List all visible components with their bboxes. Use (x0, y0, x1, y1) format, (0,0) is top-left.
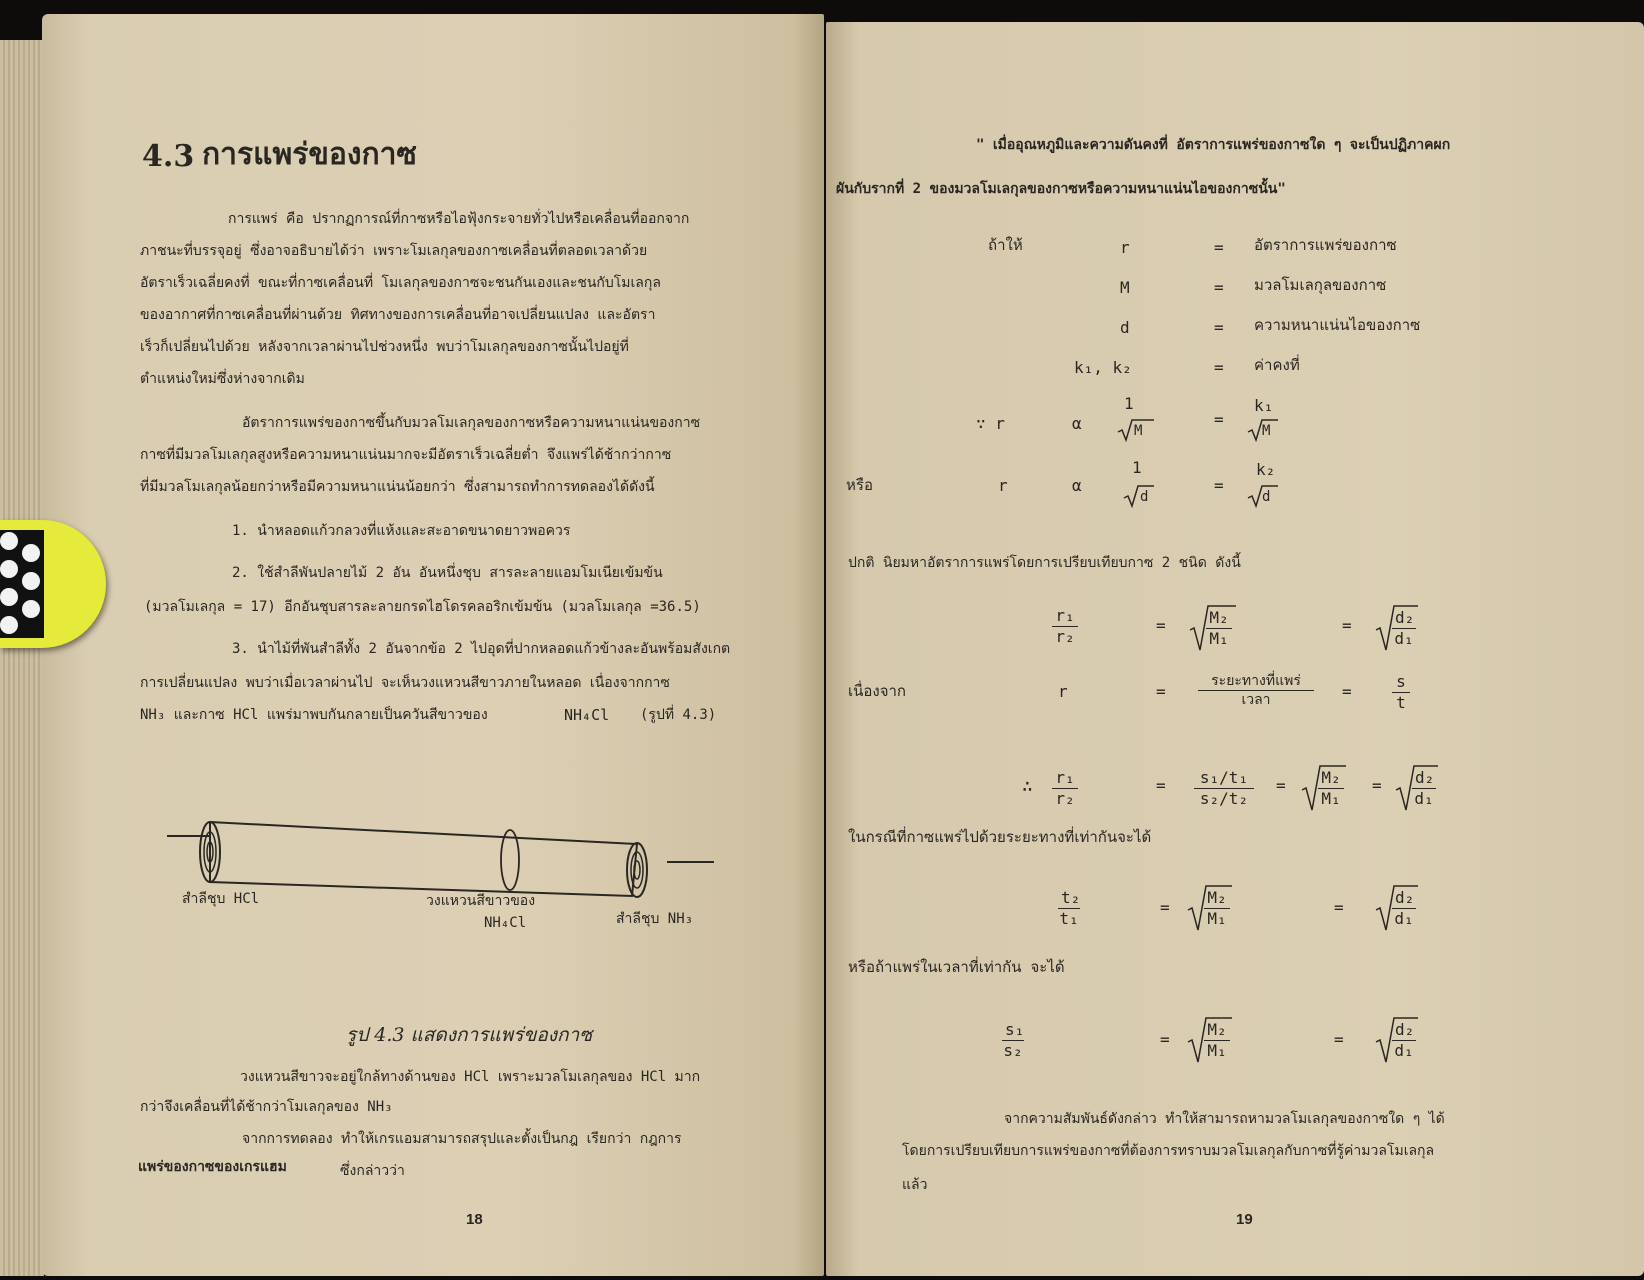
paragraph-line: เร็วก็เปลี่ยนไปด้วย หลังจากเวลาผ่านไปช่วงหนึ่ง พบว่าโมเลกุลของกาซนั้นไปอยู่ที่ (140, 339, 629, 355)
ammonium-chloride-formula: NH₄Cl (564, 706, 610, 724)
d2-over-d1: $\frac{\text{d₂}}{\text{d₁}}$ (1392, 890, 1416, 927)
conclusion-line: จากความสัมพันธ์ดังกล่าว ทำให้สามารถหามวลโมเลกุลของกาซใด ๆ ได้ (1004, 1111, 1445, 1127)
figure-caption: รูป 4.3 แสดงการแพร่ของกาซ (346, 1024, 593, 1046)
paragraph-line: วงแหวนสีขาวจะอยู่ใกล้ทางด้านของ HCl เพราะมวลโมเลกุลของ HCl มาก (240, 1069, 701, 1085)
clip-pattern (0, 530, 44, 638)
numerator-one: 1 (1132, 458, 1142, 477)
law-name: แพร่ของกาซของเกรแฮม (138, 1159, 287, 1175)
left-page (42, 14, 824, 1276)
graham-law-line: " เมื่ออุณหภูมิและความดันคงที่ อัตราการแพร่ของกาซใด ๆ จะเป็นปฏิภาคผก (976, 137, 1451, 153)
equals: = (1276, 776, 1286, 795)
let-word: ถ้าให้ (988, 236, 1023, 254)
sqrt-m: M (1262, 423, 1271, 439)
s1-over-s2: $\frac{\text{s₁}}{\text{s₂}}$ (1003, 1020, 1025, 1060)
paragraph-line: ของอากาศที่กาซเคลื่อนที่ผ่านด้วย ทิศทางของการเคลื่อนที่อาจเปลี่ยนแปลง และอัตรา (140, 307, 656, 323)
conclusion-line: แล้ว (902, 1177, 928, 1193)
paragraph-line: กว่าจึงเคลื่อนที่ได้ช้ากว่าโมเลกุลของ NH₃ (140, 1099, 393, 1115)
figure-label-ring: วงแหวนสีขาวของ (426, 893, 536, 909)
equals: = (1156, 682, 1166, 701)
proportional-sign: α (1072, 414, 1082, 433)
numerator-one: 1 (1124, 394, 1134, 413)
equals: = (1214, 410, 1224, 429)
sqrt-sign (1122, 484, 1156, 508)
sqrt-d: d (1140, 489, 1149, 505)
white-ring (501, 830, 519, 890)
step-3-line: NH₃ และกาซ HCl แพร่มาพบกันกลายเป็นควันสีขาวของ (140, 707, 488, 723)
paragraph-line: จากการทดลอง ทำให้เกรแอมสามารถสรุปและตั้งเป็นกฎ เรียกว่า กฎการ (242, 1131, 682, 1147)
k2-numerator: k₂ (1256, 460, 1276, 479)
equals: = (1156, 616, 1166, 635)
graham-law-line: ผันกับรากที่ 2 ของมวลโมเลกุลของกาซหรือความหนาแน่นไอของกาซนั้น" (836, 181, 1286, 197)
same-time-text: หรือถ้าแพร่ในเวลาที่เท่ากัน จะได้ (848, 958, 1065, 976)
compare-text: ปกติ นิยมหาอัตราการแพร่โดยการเปรียบเทียบกาซ 2 ชนิด ดังนี้ (848, 555, 1241, 571)
k1-numerator: k₁ (1254, 396, 1274, 415)
right-page (826, 22, 1644, 1276)
d2-over-d1: $\frac{\text{d₂}}{\text{d₁}}$ (1412, 770, 1436, 807)
s-over-t: $\frac{s}{t}$ (1392, 674, 1410, 711)
figure-label-hcl: สำลีชุบ HCl (182, 891, 260, 907)
step-2-line: (มวลโมเลกุล = 17) อีกอันชุบสารละลายกรดไฮโดรคลอริกเข้มข้น (มวลโมเลกุล =36.5) (144, 599, 701, 615)
because-r: ∵ r (976, 414, 1005, 433)
proportional-sign: α (1072, 476, 1082, 495)
m2-over-m1: $\frac{\text{M₂}}{\text{M₁}}$ (1204, 890, 1230, 927)
def-equals: = (1214, 238, 1224, 257)
distance-over-time: ระยะทางที่แพร่ เวลา (1198, 674, 1314, 707)
r1-over-r2: $\frac{\text{r₁}}{\text{r₂}}$ (1052, 608, 1078, 645)
sqrt-m: M (1134, 423, 1143, 439)
m2-over-m1: $\frac{\text{M₂}}{\text{M₁}}$ (1206, 610, 1232, 647)
step-3-line: 3. นำไม้ที่พันสำลีทั้ง 2 อันจากข้อ 2 ไปอุดที่ปากหลอดแก้วข้างละอันพร้อมสังเกต (232, 641, 731, 657)
figure-reference: (รูปที่ 4.3) (640, 707, 717, 723)
page-number: 19 (1236, 1211, 1253, 1228)
page-number: 18 (466, 1211, 483, 1228)
paragraph-line: อัตราเร็วเฉลี่ยคงที่ ขณะที่กาซเคลื่อนที่ โมเลกุลของกาซจะชนกันเองและชนกับโมเลกุล (140, 275, 661, 291)
def-equals: = (1214, 278, 1224, 297)
def-symbol: M (1120, 278, 1130, 297)
def-equals: = (1214, 358, 1224, 377)
rate-symbol: r (998, 476, 1008, 495)
equals: = (1372, 776, 1382, 795)
def-symbol: d (1120, 318, 1130, 337)
speed-ratio: $\frac{\text{s₁/t₁}}{\text{s₂/t₂}}$ (1194, 770, 1254, 807)
since-word: เนื่องจาก (848, 682, 907, 700)
sqrt-d: d (1262, 489, 1271, 505)
paragraph-line: ภาชนะที่บรรจุอยู่ ซึ่งอาจอธิบายได้ว่า เพราะโมเลกุลของกาซเคลื่อนที่ตลอดเวลาด้วย (140, 243, 648, 259)
def-symbol: r (1120, 238, 1130, 257)
def-description: ความหนาแน่นไอของกาซ (1254, 316, 1421, 334)
paragraph-line: อัตราการแพร่ของกาซขึ้นกับมวลโมเลกุลของกาซหรือความหนาแน่นของกาซ (242, 415, 701, 431)
equals: = (1156, 776, 1166, 795)
equals: = (1342, 616, 1352, 635)
def-description: อัตราการแพร่ของกาซ (1254, 236, 1397, 254)
tube-body (210, 822, 637, 896)
m2-over-m1: $\frac{\text{M₂}}{\text{M₁}}$ (1204, 1022, 1230, 1059)
conclusion-line: โดยการเปรียบเทียบการแพร่ของกาซที่ต้องการทราบมวลโมเลกุลกับกาซที่รู้ค่ามวลโมเลกุล (902, 1143, 1435, 1159)
r1-over-r2: $\frac{\text{r₁}}{\text{r₂}}$ (1052, 770, 1078, 807)
equals: = (1342, 682, 1352, 701)
m2-over-m1: $\frac{\text{M₂}}{\text{M₁}}$ (1318, 770, 1344, 807)
rate-symbol: r (1058, 682, 1068, 701)
def-equals: = (1214, 318, 1224, 337)
step-3-line: การเปลี่ยนแปลง พบว่าเมื่อเวลาผ่านไป จะเห็นวงแหวนสีขาวภายในหลอด เนื่องจากกาซ (140, 675, 670, 691)
t2-over-t1: $\frac{\text{t₂}}{\text{t₁}}$ (1059, 888, 1081, 928)
def-description: มวลโมเลกุลของกาซ (1254, 276, 1387, 294)
same-distance-text: ในกรณีที่กาซแพร่ไปด้วยระยะทางที่เท่ากันจะได้ (848, 828, 1152, 846)
paragraph-line: ที่มีมวลโมเลกุลน้อยกว่าหรือมีความหนาแน่นน้อยกว่า ซึ่งสามารถทำการทดลองได้ดังนี้ (140, 479, 655, 495)
equals: = (1334, 1030, 1344, 1049)
paragraph-line: ซึ่งกล่าวว่า (340, 1163, 405, 1179)
def-description: ค่าคงที่ (1254, 356, 1300, 374)
paragraph-line: กาซที่มีมวลโมเลกุลสูงหรือความหนาแน่นมากจะมีอัตราเร็วเฉลี่ยต่ำ จึงแพร่ได้ช้ากว่ากาซ (140, 447, 672, 463)
d2-over-d1: $\frac{\text{d₂}}{\text{d₁}}$ (1392, 610, 1416, 647)
equals: = (1160, 1030, 1170, 1049)
section-title: การแพร่ของกาซ (202, 137, 417, 172)
section-number: 4.3 (142, 139, 195, 174)
or-word: หรือ (846, 476, 873, 494)
equals: = (1160, 898, 1170, 917)
paragraph-line: การแพร่ คือ ปรากฏการณ์ที่กาซหรือไอฟุ้งกระจายทั่วไปหรือเคลื่อนที่ออกจาก (228, 211, 690, 227)
def-symbol: k₁, k₂ (1074, 358, 1132, 377)
d2-over-d1: $\frac{\text{d₂}}{\text{d₁}}$ (1392, 1022, 1416, 1059)
equals: = (1334, 898, 1344, 917)
figure-label-nh3: สำลีชุบ NH₃ (616, 911, 694, 927)
equals: = (1214, 476, 1224, 495)
book-page-edges (0, 40, 44, 1276)
figure-label-nh4cl: NH₄Cl (484, 915, 527, 931)
paragraph-line: ตำแหน่งใหม่ซึ่งห่างจากเดิม (140, 371, 305, 387)
step-2-line: 2. ใช้สำลีพันปลายไม้ 2 อัน อันหนึ่งชุบ สารละลายแอมโมเนียเข้มข้น (232, 565, 663, 581)
step-1: 1. นำหลอดแก้วกลวงที่แห้งและสะอาดขนาดยาวพอควร (232, 523, 571, 539)
therefore-sign: ∴ (1022, 776, 1033, 797)
